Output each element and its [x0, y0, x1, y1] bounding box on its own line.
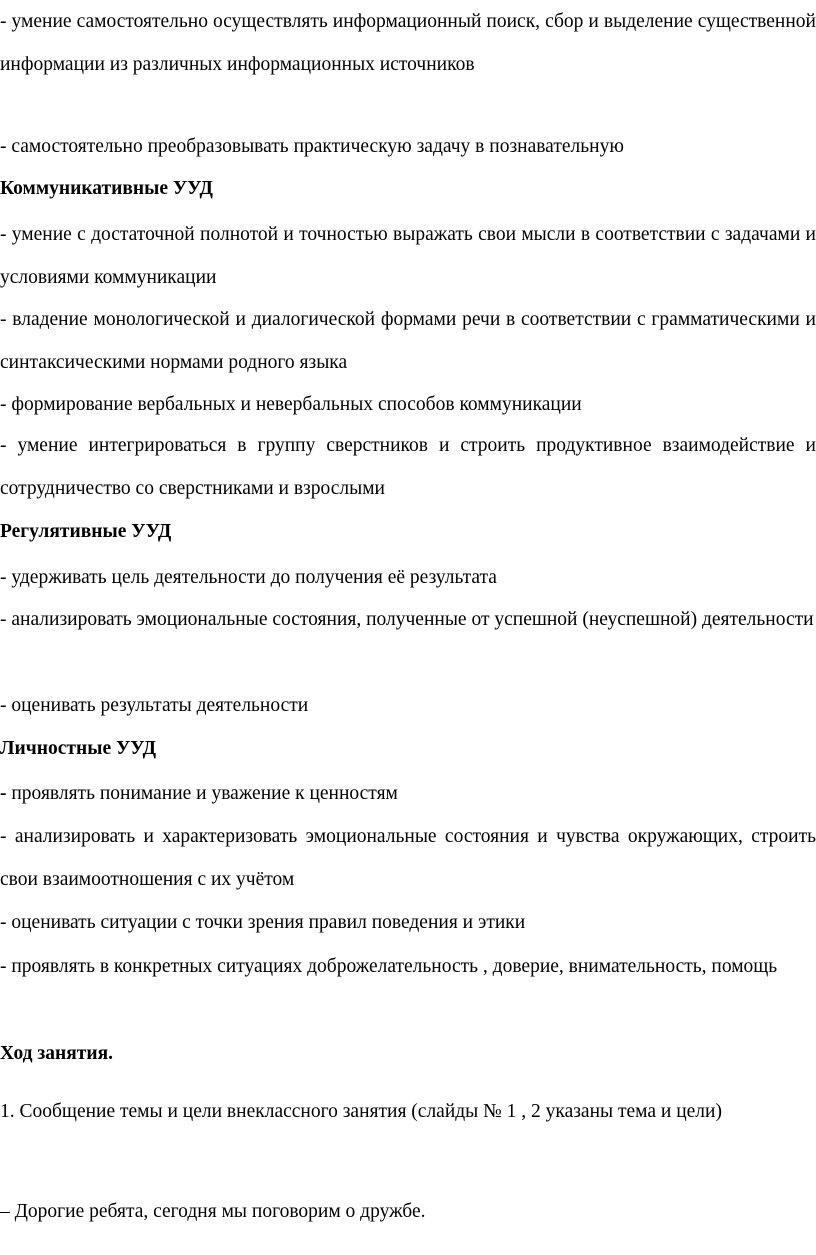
personal-item-emotions: - анализировать и характеризовать эмоциональные состояния и чувства окружающих, строить свои взаимоотношения с их учётом — [0, 826, 816, 890]
regulatory-item-goal: - удерживать цель деятельности до получения её результата — [0, 567, 497, 588]
communicative-item-express: - умение с достаточной полнотой и точностью выражать свои мысли в соответствии с задачами и условиями коммуникации — [0, 224, 816, 288]
personal-item-respect-text: проявлять понимание и уважение к ценностям — [6, 783, 398, 804]
communicative-heading: Коммуникативные УУД — [0, 178, 213, 199]
communicative-item-verbal: - формирование вербальных и невербальных способов коммуникации — [0, 394, 582, 415]
lesson-speech: – Дорогие ребята, сегодня мы поговорим о дружбе. — [0, 1201, 426, 1222]
regulatory-item-analyze: - анализировать эмоциональные состояния, полученные от успешной (неуспешной) деятельности — [0, 609, 814, 630]
personal-item-respect — [0, 772, 816, 815]
regulatory-item-evaluate: - оценивать результаты деятельности — [0, 695, 309, 716]
communicative-item-speech-forms: - владение монологической и диалогической формами речи в соответствии с грамматическими и синтаксическими нормами родного языка — [0, 309, 816, 373]
communicative-item-integrate: - умение интегрироваться в группу сверстников и строить продуктивное взаимодействие и сотрудничество со сверстниками и взрослыми — [0, 435, 816, 499]
lesson-step-1: 1. Сообщение темы и цели внеклассного занятия (слайды № 1 , 2 указаны тема и цели) — [0, 1101, 722, 1122]
cognitive-item-transform: - самостоятельно преобразовывать практическую задачу в познавательную — [0, 136, 624, 157]
personal-item-ethics: - оценивать ситуации с точки зрения правил поведения и этики — [0, 912, 526, 933]
regulatory-heading: Регулятивные УУД — [0, 521, 172, 542]
cognitive-item-search: - умение самостоятельно осуществлять информационный поиск, сбор и выделение существенной информации из различных информационных источников — [0, 11, 816, 75]
lesson-heading: Ход занятия. — [0, 1043, 114, 1064]
personal-heading: Личностные УУД — [0, 738, 157, 759]
bold-dash: - — [0, 783, 7, 804]
personal-item-kindness: - проявлять в конкретных ситуациях доброжелательность , доверие, внимательность, помощь — [0, 956, 778, 977]
